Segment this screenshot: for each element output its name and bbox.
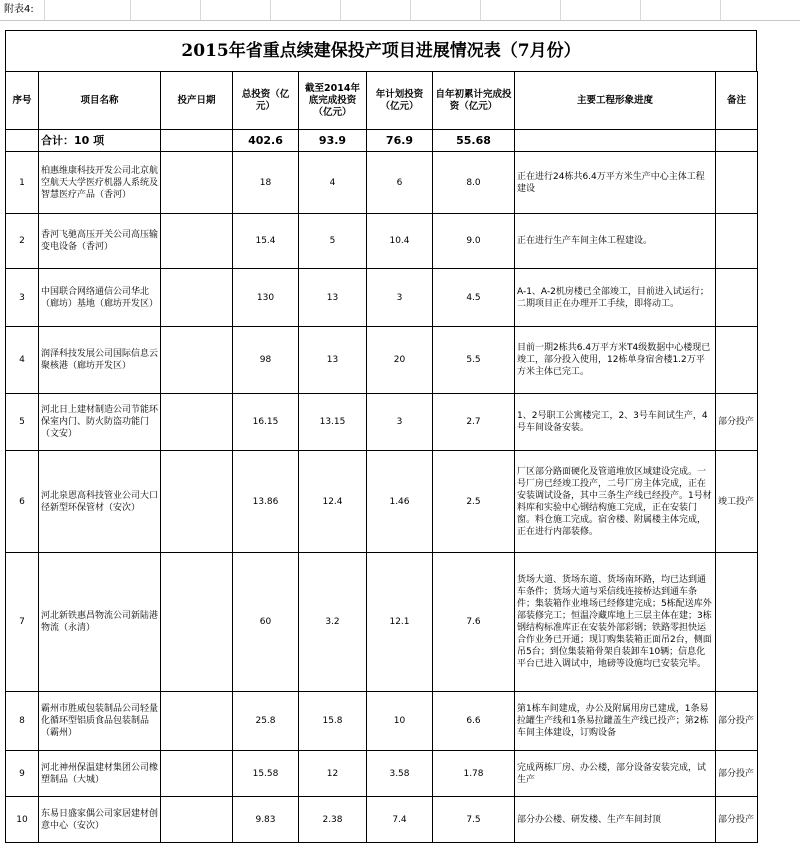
row-seq: 6 [6, 451, 39, 553]
row-completed2014: 3.2 [299, 553, 367, 692]
row-cumulative: 8.0 [433, 152, 515, 214]
table-title: 2015年省重点续建保投产项目进展情况表（7月份） [5, 30, 757, 71]
row-date [161, 214, 233, 269]
row-name: 柏惠维康科技开发公司北京航空航天大学医疗机器人系统及智慧医疗产品（香河） [39, 152, 161, 214]
row-completed2014: 13.15 [299, 394, 367, 451]
header-name: 项目名称 [39, 72, 161, 130]
row-seq: 8 [6, 692, 39, 751]
row-progress: 货场大道、货场东道、货场南环路，均已达到通车条件；货场大道与采信线连接桥达到通车条件；集装箱作业堆场已经修建完成；5栋配送库外部装修完工；恒温冷藏库地上三层主体在建；3栋钢结构标准库正在安装外部彩钢；铁路零担快运合作业务已开通；现订购集装箱正面吊2台，侧面吊5台；到位集装箱骨架自装卸车10辆；信息化平台已进入调试中，地磅等设施均已安装完毕。 [515, 553, 716, 692]
row-seq: 7 [6, 553, 39, 692]
header-seq: 序号 [6, 72, 39, 130]
empty-cell [758, 269, 796, 327]
empty-cell [758, 553, 796, 692]
row-completed2014: 5 [299, 214, 367, 269]
progress-table [5, 71, 796, 843]
row-name: 润泽科技发展公司国际信息云聚核港（廊坊开发区） [39, 327, 161, 394]
empty-cell [758, 797, 796, 843]
row-date [161, 327, 233, 394]
row-planned: 1.46 [367, 451, 433, 553]
row-name: 河北新铁惠昌物流公司新陆港物流（永清） [39, 553, 161, 692]
row-remark [716, 327, 758, 394]
row-cumulative: 9.0 [433, 214, 515, 269]
row-date [161, 394, 233, 451]
row-planned: 12.1 [367, 553, 433, 692]
table-row [6, 327, 796, 394]
row-remark [716, 152, 758, 214]
row-completed2014: 13 [299, 327, 367, 394]
row-total: 16.15 [233, 394, 299, 451]
row-cumulative: 1.78 [433, 751, 515, 797]
row-date [161, 797, 233, 843]
row-completed2014: 13 [299, 269, 367, 327]
row-seq: 9 [6, 751, 39, 797]
row-completed2014: 4 [299, 152, 367, 214]
row-total: 98 [233, 327, 299, 394]
header-date: 投产日期 [161, 72, 233, 130]
row-planned: 3 [367, 394, 433, 451]
table-row [6, 451, 796, 553]
row-remark: 部分投产 [716, 751, 758, 797]
row-progress: A-1、A-2机房楼已全部竣工，目前进入试运行；二期项目正在办理开工手续，即将动工。 [515, 269, 716, 327]
row-progress: 正在进行生产车间主体工程建设。 [515, 214, 716, 269]
table-row [6, 751, 796, 797]
row-date [161, 451, 233, 553]
empty-cell [758, 72, 796, 130]
row-total: 15.4 [233, 214, 299, 269]
row-date [161, 751, 233, 797]
row-planned: 7.4 [367, 797, 433, 843]
row-completed2014: 2.38 [299, 797, 367, 843]
row-progress: 第1栋车间建成，办公及附属用房已建成，1条易拉罐生产线和1条易拉罐盖生产线已投产；第2栋车间主体建设，订购设备 [515, 692, 716, 751]
row-name: 河北日上建材制造公司节能环保室内门、防火防盗功能门（文安） [39, 394, 161, 451]
header-total: 总投资（亿元） [233, 72, 299, 130]
total-planned: 76.9 [367, 130, 433, 152]
row-seq: 3 [6, 269, 39, 327]
row-planned: 10 [367, 692, 433, 751]
row-total: 130 [233, 269, 299, 327]
row-progress: 厂区部分路面硬化及管道堆放区域建设完成。一号厂房已经竣工投产，二号厂房主体完成，正在安装调试设备，其中三条生产线已经投产。1号材料库和实验中心钢结构施工完成，正在安装门窗。料仓施工完成。宿舍楼、附属楼主体完成，正在进行内部装修。 [515, 451, 716, 553]
row-name: 霸州市胜威包装制品公司轻量化循环型铝质食品包装制品（霸州） [39, 692, 161, 751]
row-progress: 正在进行24栋共6.4万平方米生产中心主体工程建设 [515, 152, 716, 214]
empty-cell [758, 451, 796, 553]
row-remark: 部分投产 [716, 692, 758, 751]
row-planned: 3.58 [367, 751, 433, 797]
row-cumulative: 5.5 [433, 327, 515, 394]
row-name: 东易日盛家偶公司家居建材创意中心（安次） [39, 797, 161, 843]
row-seq: 10 [6, 797, 39, 843]
row-remark [716, 214, 758, 269]
row-name: 香河飞驰高压开关公司高压输变电设备（香河） [39, 214, 161, 269]
row-name: 中国联合网络通信公司华北（廊坊）基地（廊坊开发区） [39, 269, 161, 327]
row-total: 25.8 [233, 692, 299, 751]
total-date-cell [161, 130, 233, 152]
total-progress-cell [515, 130, 716, 152]
row-remark [716, 269, 758, 327]
annex-row [0, 0, 800, 21]
table-row [6, 394, 796, 451]
row-cumulative: 2.7 [433, 394, 515, 451]
row-remark [716, 553, 758, 692]
table-row [6, 692, 796, 751]
row-planned: 10.4 [367, 214, 433, 269]
row-total: 60 [233, 553, 299, 692]
total-seq-cell [6, 130, 39, 152]
empty-cell [758, 692, 796, 751]
header-row [6, 72, 796, 130]
table-row [6, 797, 796, 843]
header-remark: 备注 [716, 72, 758, 130]
row-progress: 目前一期2栋共6.4万平方米T4级数据中心楼现已竣工，部分投入使用，12栋单身宿舍楼1.2万平方米主体已完工。 [515, 327, 716, 394]
row-completed2014: 12.4 [299, 451, 367, 553]
total-cumulative: 55.68 [433, 130, 515, 152]
row-completed2014: 15.8 [299, 692, 367, 751]
row-date [161, 269, 233, 327]
table-row [6, 152, 796, 214]
row-remark: 竣工投产 [716, 451, 758, 553]
empty-cell [758, 394, 796, 451]
table-row [6, 553, 796, 692]
row-date [161, 553, 233, 692]
empty-cell [758, 214, 796, 269]
empty-cell [758, 152, 796, 214]
empty-cell [758, 751, 796, 797]
table-row [6, 269, 796, 327]
total-label: 合计：10 项 [39, 130, 161, 152]
row-planned: 3 [367, 269, 433, 327]
header-cumulative: 自年初累计完成投资（亿元） [433, 72, 515, 130]
row-progress: 完成两栋厂房、办公楼，部分设备安装完成，试生产 [515, 751, 716, 797]
row-seq: 1 [6, 152, 39, 214]
row-name: 河北泉恩高科技管业公司大口径新型环保管材（安次） [39, 451, 161, 553]
total-completed2014: 93.9 [299, 130, 367, 152]
row-cumulative: 4.5 [433, 269, 515, 327]
empty-cell [758, 327, 796, 394]
row-total: 15.58 [233, 751, 299, 797]
total-remark-cell [716, 130, 758, 152]
header-completed2014: 截至2014年底完成投资（亿元） [299, 72, 367, 130]
row-remark: 部分投产 [716, 797, 758, 843]
row-date [161, 152, 233, 214]
row-total: 13.86 [233, 451, 299, 553]
empty-cell [758, 130, 796, 152]
row-cumulative: 7.5 [433, 797, 515, 843]
row-planned: 20 [367, 327, 433, 394]
total-row [6, 130, 796, 152]
row-total: 18 [233, 152, 299, 214]
total-total: 402.6 [233, 130, 299, 152]
annex-label: 附表4: [4, 4, 34, 15]
row-seq: 2 [6, 214, 39, 269]
row-progress: 1、2号职工公寓楼完工，2、3号车间试生产，4号车间设备安装。 [515, 394, 716, 451]
header-progress: 主要工程形象进度 [515, 72, 716, 130]
header-planned: 年计划投资（亿元） [367, 72, 433, 130]
table-row [6, 214, 796, 269]
row-remark: 部分投产 [716, 394, 758, 451]
row-seq: 4 [6, 327, 39, 394]
row-completed2014: 12 [299, 751, 367, 797]
row-cumulative: 6.6 [433, 692, 515, 751]
row-cumulative: 7.6 [433, 553, 515, 692]
row-name: 河北神州保温建材集团公司橡塑制品（大城） [39, 751, 161, 797]
row-planned: 6 [367, 152, 433, 214]
row-date [161, 692, 233, 751]
row-cumulative: 2.5 [433, 451, 515, 553]
row-total: 9.83 [233, 797, 299, 843]
row-progress: 部分办公楼、研发楼、生产车间封顶 [515, 797, 716, 843]
row-seq: 5 [6, 394, 39, 451]
